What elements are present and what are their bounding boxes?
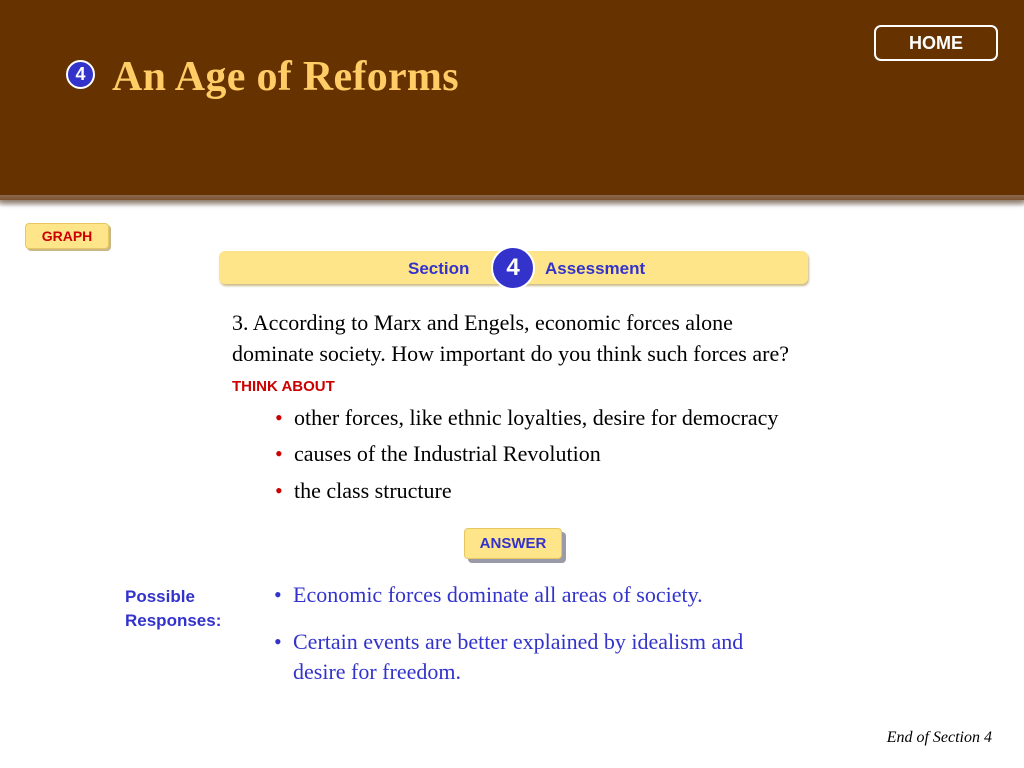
think-about-item-text: other forces, like ethnic loyalties, desire for democracy bbox=[294, 405, 779, 430]
home-button[interactable]: HOME bbox=[874, 25, 998, 61]
section-number-badge: 4 bbox=[66, 60, 95, 89]
end-of-section-note: End of Section 4 bbox=[886, 729, 992, 746]
bullet-icon: • bbox=[274, 629, 282, 654]
header-shadow bbox=[0, 195, 1024, 207]
think-about-item-text: causes of the Industrial Revolution bbox=[294, 441, 601, 466]
bullet-icon: • bbox=[274, 582, 282, 607]
bullet-icon: • bbox=[275, 405, 283, 430]
responses-label-line1: Possible bbox=[125, 587, 195, 606]
response-item bbox=[274, 580, 794, 610]
think-about-item bbox=[275, 404, 778, 432]
assessment-section-badge: 4 bbox=[491, 246, 535, 290]
response-item-text: Economic forces dominate all areas of society. bbox=[293, 582, 703, 607]
response-item-text: Certain events are better explained by idealism and desire for freedom. bbox=[293, 629, 744, 684]
bullet-icon: • bbox=[275, 478, 283, 503]
page-title: An Age of Reforms bbox=[112, 54, 459, 100]
response-item bbox=[274, 627, 794, 687]
bullet-icon: • bbox=[275, 441, 283, 466]
think-about-label: THINK ABOUT bbox=[232, 378, 335, 395]
responses-label-line2: Responses: bbox=[125, 611, 222, 630]
question-body: 3. According to Marx and Engels, economic forces alone dominate society. How important do you think such forces are? bbox=[232, 310, 789, 366]
think-about-item-text: the class structure bbox=[294, 478, 452, 503]
question-text bbox=[232, 308, 792, 403]
think-about-item bbox=[275, 477, 452, 505]
possible-responses-label bbox=[125, 585, 265, 633]
section-label: Section bbox=[408, 259, 470, 278]
assessment-label: Assessment bbox=[545, 259, 646, 278]
answer-button[interactable]: ANSWER bbox=[464, 528, 562, 559]
graph-button[interactable]: GRAPH bbox=[25, 223, 109, 249]
think-about-item bbox=[275, 440, 601, 468]
